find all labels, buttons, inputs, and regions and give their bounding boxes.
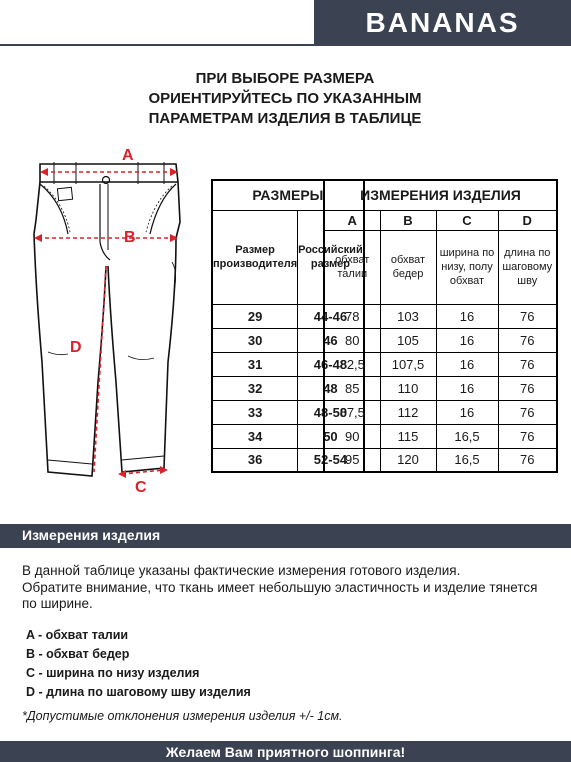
measure-cell-b: 105 [380, 328, 436, 352]
tolerance-note: *Допустимые отклонения измерения изделия +/- 1см. [22, 709, 343, 723]
measure-cell-a: 85 [324, 376, 380, 400]
label-c: C [135, 479, 147, 496]
header [0, 0, 571, 50]
measurement-row [324, 352, 557, 376]
measurement-row [324, 424, 557, 448]
ru-size-cell: 44-46 [298, 304, 364, 328]
measure-cell-a: 90 [324, 424, 380, 448]
legend-item-a: A - обхват талии [26, 628, 129, 642]
ru-size-cell: 46-48 [298, 352, 364, 376]
measure-cell-c: 16,5 [436, 448, 498, 472]
section-header [0, 524, 571, 548]
hip-arrow-left-icon [34, 234, 42, 242]
maker-size-cell: 32 [212, 376, 298, 400]
measure-cell-b: 103 [380, 304, 436, 328]
maker-size-cell: 30 [212, 328, 298, 352]
col-letter-b: B [380, 210, 436, 230]
ru-size-cell: 48-50 [298, 400, 364, 424]
measure-cell-b: 112 [380, 400, 436, 424]
measure-cell-c: 16,5 [436, 424, 498, 448]
page-heading [110, 69, 460, 129]
measurement-row [324, 448, 557, 472]
col-desc-b: обхват бедер [380, 230, 436, 304]
pants-diagram [18, 142, 208, 498]
waist-arrow-left-icon [40, 168, 48, 176]
measurement-row [324, 376, 557, 400]
measure-cell-d: 76 [498, 400, 557, 424]
measure-cell-b: 115 [380, 424, 436, 448]
legend-item-c: C - ширина по низу изделия [26, 666, 200, 680]
legend-item-d: D - длина по шаговому шву изделия [26, 685, 251, 699]
heading-line-2: ОРИЕНТИРУЙТЕСЬ ПО УКАЗАННЫМ [148, 90, 422, 107]
measures-header: ИЗМЕРЕНИЯ ИЗДЕЛИЯ [324, 180, 557, 210]
heading-line-3: ПАРАМЕТРАМ ИЗДЕЛИЯ В ТАБЛИЦЕ [148, 110, 422, 127]
maker-size-cell: 33 [212, 400, 298, 424]
label-b: B [124, 229, 136, 246]
measure-cell-a: 82,5 [324, 352, 380, 376]
footer-banner: Желаем Вам приятного шоппинга! [0, 741, 571, 762]
measurement-row [324, 328, 557, 352]
measure-cell-d: 76 [498, 424, 557, 448]
measurements-table [323, 179, 558, 473]
legend-item-b: B - обхват бедер [26, 647, 130, 661]
measure-cell-c: 16 [436, 328, 498, 352]
measure-cell-a: 80 [324, 328, 380, 352]
col-letter-a: A [324, 210, 380, 230]
description-paragraph-2: Обратите внимание, что ткань имеет небольшую эластичность и изделие тянется по ширине. [22, 580, 538, 611]
col-desc-a: обхват талии [324, 230, 380, 304]
measurement-row [324, 304, 557, 328]
ru-size-cell: 52-54 [298, 448, 364, 472]
measure-cell-b: 110 [380, 376, 436, 400]
measure-cell-c: 16 [436, 376, 498, 400]
maker-size-cell: 34 [212, 424, 298, 448]
measurement-legend [26, 626, 251, 702]
inseam-measure-line [94, 266, 106, 472]
description-paragraph-1: В данной таблице указаны фактические измерения готового изделия. [22, 563, 461, 578]
section-title: Измерения изделия [22, 527, 161, 543]
measure-cell-c: 16 [436, 304, 498, 328]
ru-size-cell: 50 [298, 424, 364, 448]
measure-cell-a: 95 [324, 448, 380, 472]
measurement-row [324, 400, 557, 424]
label-d: D [70, 339, 82, 356]
col-desc-d: длина по шаговому шву [498, 230, 557, 304]
maker-size-cell: 36 [212, 448, 298, 472]
measure-cell-b: 120 [380, 448, 436, 472]
col-letter-d: D [498, 210, 557, 230]
measure-cell-d: 76 [498, 448, 557, 472]
measure-cell-b: 107,5 [380, 352, 436, 376]
col-letter-c: C [436, 210, 498, 230]
maker-size-header: Размер производителя [212, 210, 298, 304]
brand-logo: BANANAS [314, 0, 571, 46]
maker-size-cell: 31 [212, 352, 298, 376]
measure-cell-c: 16 [436, 400, 498, 424]
measure-cell-a: 87,5 [324, 400, 380, 424]
sizes-header: РАЗМЕРЫ [212, 180, 364, 210]
pants-outline [34, 162, 180, 476]
measure-cell-a: 78 [324, 304, 380, 328]
measure-cell-d: 76 [498, 376, 557, 400]
ru-size-cell: 46 [298, 328, 364, 352]
measure-cell-c: 16 [436, 352, 498, 376]
measure-cell-d: 76 [498, 304, 557, 328]
heading-line-1: ПРИ ВЫБОРЕ РАЗМЕРА [195, 70, 375, 87]
measure-cell-d: 76 [498, 352, 557, 376]
ru-size-cell: 48 [298, 376, 364, 400]
description [22, 563, 542, 612]
maker-size-cell: 29 [212, 304, 298, 328]
label-a: A [122, 147, 134, 164]
ru-size-header: Российский размер [298, 210, 364, 304]
measurements-table-body [324, 304, 557, 472]
col-desc-c: ширина по низу, полу обхват [436, 230, 498, 304]
measure-cell-d: 76 [498, 328, 557, 352]
